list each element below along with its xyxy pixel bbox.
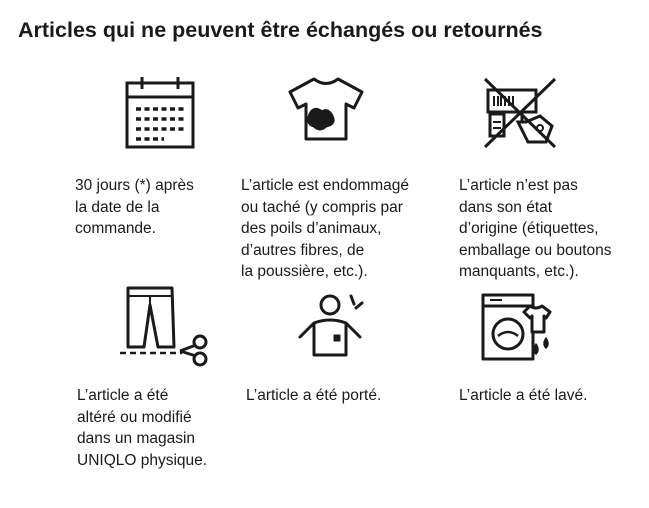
crossed-out-tags-icon bbox=[482, 76, 558, 150]
worn-shirt-person-icon bbox=[296, 293, 372, 357]
caption-washed: L’article a été lavé. bbox=[459, 387, 588, 404]
page-title: Articles qui ne peuvent être échangés ou retournés bbox=[18, 18, 543, 42]
washing-machine-icon bbox=[480, 292, 558, 364]
altered-pants-scissors-icon bbox=[118, 285, 210, 363]
caption-worn: L’article a été porté. bbox=[246, 387, 382, 404]
caption-damaged: L’article est endommagé ou taché (y compris par des poils d’animaux, d’autres fibres, de la poussière, etc.). bbox=[241, 177, 410, 280]
caption-not-original-state: L’article n’est pas dans son état d’origine (étiquettes, emballage ou boutons manquants, etc.). bbox=[459, 177, 612, 280]
calendar-icon bbox=[124, 74, 196, 152]
stained-tshirt-icon bbox=[288, 76, 364, 142]
caption-altered: L’article a été altéré ou modifié dans un magasin UNIQLO physique. bbox=[77, 387, 208, 469]
caption-30-days: 30 jours (*) après la date de la commande. bbox=[75, 177, 194, 237]
